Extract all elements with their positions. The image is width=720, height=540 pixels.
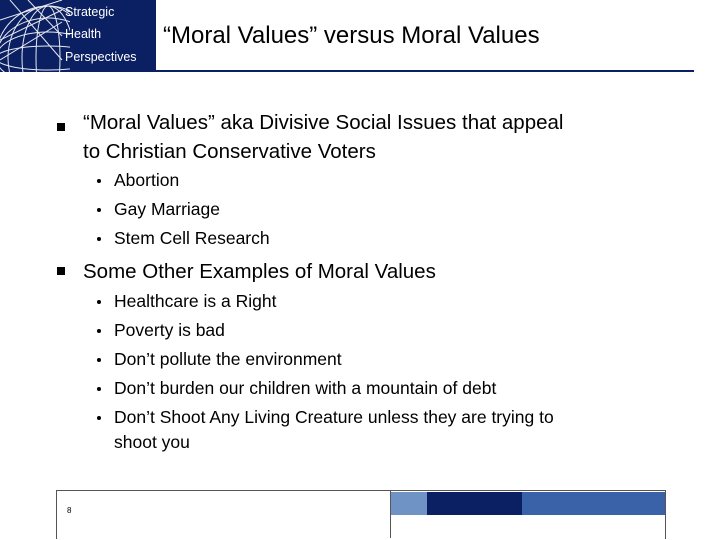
list-item: Don’t burden our children with a mountain of debt <box>114 378 497 398</box>
list-item: Healthcare is a Right <box>114 291 277 311</box>
section-1-heading-line-2: to Christian Conservative Voters <box>83 140 376 163</box>
footer-bar-mid <box>522 492 665 515</box>
logo <box>0 0 156 72</box>
list-item: Don’t Shoot Any Living Creature unless they are trying to <box>114 407 554 427</box>
round-bullet-icon <box>97 387 101 391</box>
list-item-continuation: shoot you <box>114 432 190 452</box>
footer-bar-dark <box>427 492 522 515</box>
list-item: Gay Marriage <box>114 199 221 219</box>
round-bullet-icon <box>97 179 101 183</box>
list-item: Abortion <box>114 170 180 190</box>
round-bullet-icon <box>97 237 101 241</box>
round-bullet-icon <box>97 208 101 212</box>
logo-line-health: Health <box>65 27 102 42</box>
footer-bar-light <box>391 492 427 515</box>
logo-text <box>62 0 156 72</box>
round-bullet-icon <box>97 358 101 362</box>
list-item: Stem Cell Research <box>114 228 270 248</box>
section-2-heading: Some Other Examples of Moral Values <box>83 260 436 283</box>
section-1-heading-line-1: “Moral Values” aka Divisive Social Issues that appeal <box>83 111 564 134</box>
round-bullet-icon <box>97 300 101 304</box>
title-rule <box>156 70 694 72</box>
square-bullet-icon <box>57 267 65 275</box>
list-item: Don’t pollute the environment <box>114 349 342 369</box>
logo-line-strategic: Strategic <box>65 4 115 19</box>
square-bullet-icon <box>57 123 65 131</box>
globe-icon <box>0 0 70 72</box>
page-number: 8 <box>67 506 72 515</box>
slide-title: “Moral Values” versus Moral Values <box>163 22 540 49</box>
round-bullet-icon <box>97 416 101 420</box>
round-bullet-icon <box>97 329 101 333</box>
list-item: Poverty is bad <box>114 320 225 340</box>
logo-line-perspectives: Perspectives <box>65 50 137 65</box>
